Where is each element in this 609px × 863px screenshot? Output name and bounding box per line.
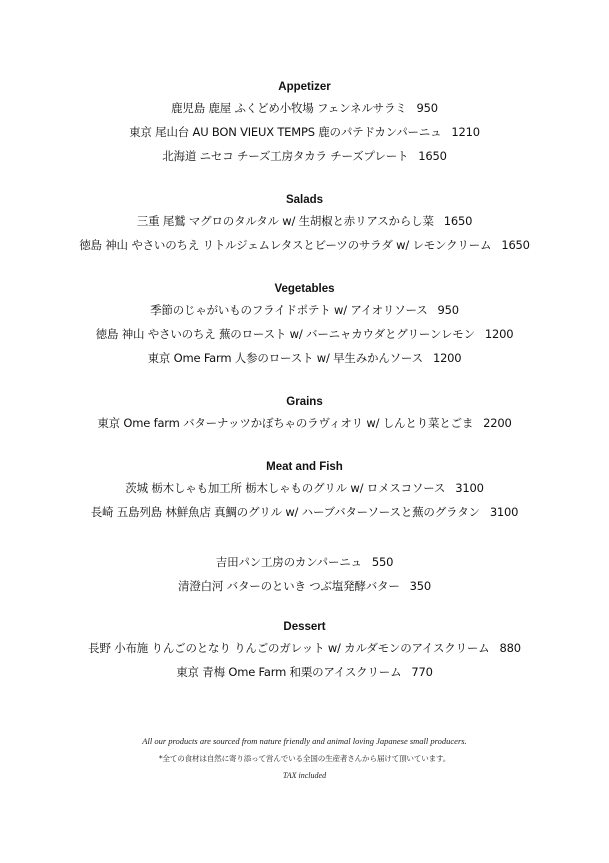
menu-item xyxy=(0,476,609,500)
item-name: 北海道 ニセコ チーズ工房タカラ チーズプレート xyxy=(162,149,409,163)
menu-item xyxy=(0,550,609,574)
section-title: Vegetables xyxy=(274,283,335,295)
menu-item xyxy=(0,346,609,370)
item-price: 770 xyxy=(411,665,433,679)
item-price: 950 xyxy=(416,101,438,115)
section-appetizer xyxy=(0,78,609,168)
item-name: 東京 青梅 Ome Farm 和栗のアイスクリーム xyxy=(176,665,402,679)
section-title: Appetizer xyxy=(278,81,331,93)
item-name: 長崎 五島列島 林鮮魚店 真鯛のグリル w/ ハーブバターソースと蕪のグラタン xyxy=(90,505,480,519)
menu-item xyxy=(0,209,609,233)
item-name: 清澄白河 バターのといき つぶ塩発酵バター xyxy=(178,579,400,593)
section-title: Grains xyxy=(286,396,323,408)
item-price: 1650 xyxy=(418,149,447,163)
section-bread xyxy=(0,550,609,598)
menu-item xyxy=(0,298,609,322)
menu-item xyxy=(0,96,609,120)
sourcing-note: All our products are sourced from nature friendly and animal loving Japanese small producers. xyxy=(142,736,467,746)
section-title: Salads xyxy=(285,194,324,206)
item-name: 鹿児島 鹿屋 ふくどめ小牧場 フェンネルサラミ xyxy=(171,101,407,115)
tax-note: TAX included xyxy=(282,771,327,780)
sourcing-note-japanese: *全ての食材は自然に寄り添って営んでいる全国の生産者さんから届けて頂いています。 xyxy=(158,754,451,763)
menu-item xyxy=(0,660,609,684)
item-name: 東京 尾山台 AU BON VIEUX TEMPS 鹿のパテドカンパーニュ xyxy=(129,125,442,139)
item-price: 880 xyxy=(499,641,521,655)
item-price: 550 xyxy=(371,555,394,569)
menu-item xyxy=(0,233,609,257)
item-name: 長野 小布施 りんごのとなり りんごのガレット w/ カルダモンのアイスクリーム xyxy=(88,641,490,655)
menu-item xyxy=(0,411,609,435)
section-title: Dessert xyxy=(283,621,326,633)
item-price: 1200 xyxy=(432,351,462,365)
section-grains xyxy=(0,393,609,435)
section-vegetables xyxy=(0,280,609,370)
item-price: 3100 xyxy=(455,481,484,495)
item-name: 徳島 神山 やさいのちえ 蕪のロースト w/ バーニャカウダとグリーンレモン xyxy=(95,327,475,341)
item-name: 茨城 栃木しゃも加工所 栃木しゃものグリル w/ ロメスコソース xyxy=(125,481,446,495)
item-price: 1650 xyxy=(501,238,530,252)
item-name: 吉田パン工房のカンパーニュ xyxy=(215,555,362,569)
item-price: 1650 xyxy=(443,214,473,228)
menu-item xyxy=(0,120,609,144)
section-dessert xyxy=(0,618,609,684)
menu-item xyxy=(0,574,609,598)
item-name: 季節のじゃがいものフライドポテト w/ アイオリソース xyxy=(150,303,428,317)
section-salads xyxy=(0,191,609,257)
menu-item xyxy=(0,144,609,168)
item-name: 三重 尾鷲 マグロのタルタル w/ 生胡椒と赤リアスからし菜 xyxy=(136,214,434,228)
footer xyxy=(0,732,609,784)
menu-item xyxy=(0,636,609,660)
menu-item xyxy=(0,322,609,346)
item-name: 東京 Ome Farm 人参のロースト w/ 早生みかんソース xyxy=(147,351,423,365)
item-price: 2200 xyxy=(483,416,512,430)
menu-item xyxy=(0,500,609,524)
item-price: 3100 xyxy=(489,505,519,519)
item-price: 1200 xyxy=(484,327,514,341)
section-title: Meat and Fish xyxy=(266,461,343,473)
section-meat-and-fish xyxy=(0,458,609,524)
item-name: 東京 Ome farm バターナッツかぼちゃのラヴィオリ w/ しんとり菜とごま xyxy=(97,416,474,430)
item-price: 350 xyxy=(409,579,431,593)
item-price: 950 xyxy=(437,303,459,317)
item-price: 1210 xyxy=(451,125,480,139)
item-name: 徳島 神山 やさいのちえ リトルジェムレタスとビーツのサラダ w/ レモンクリーム xyxy=(79,238,492,252)
